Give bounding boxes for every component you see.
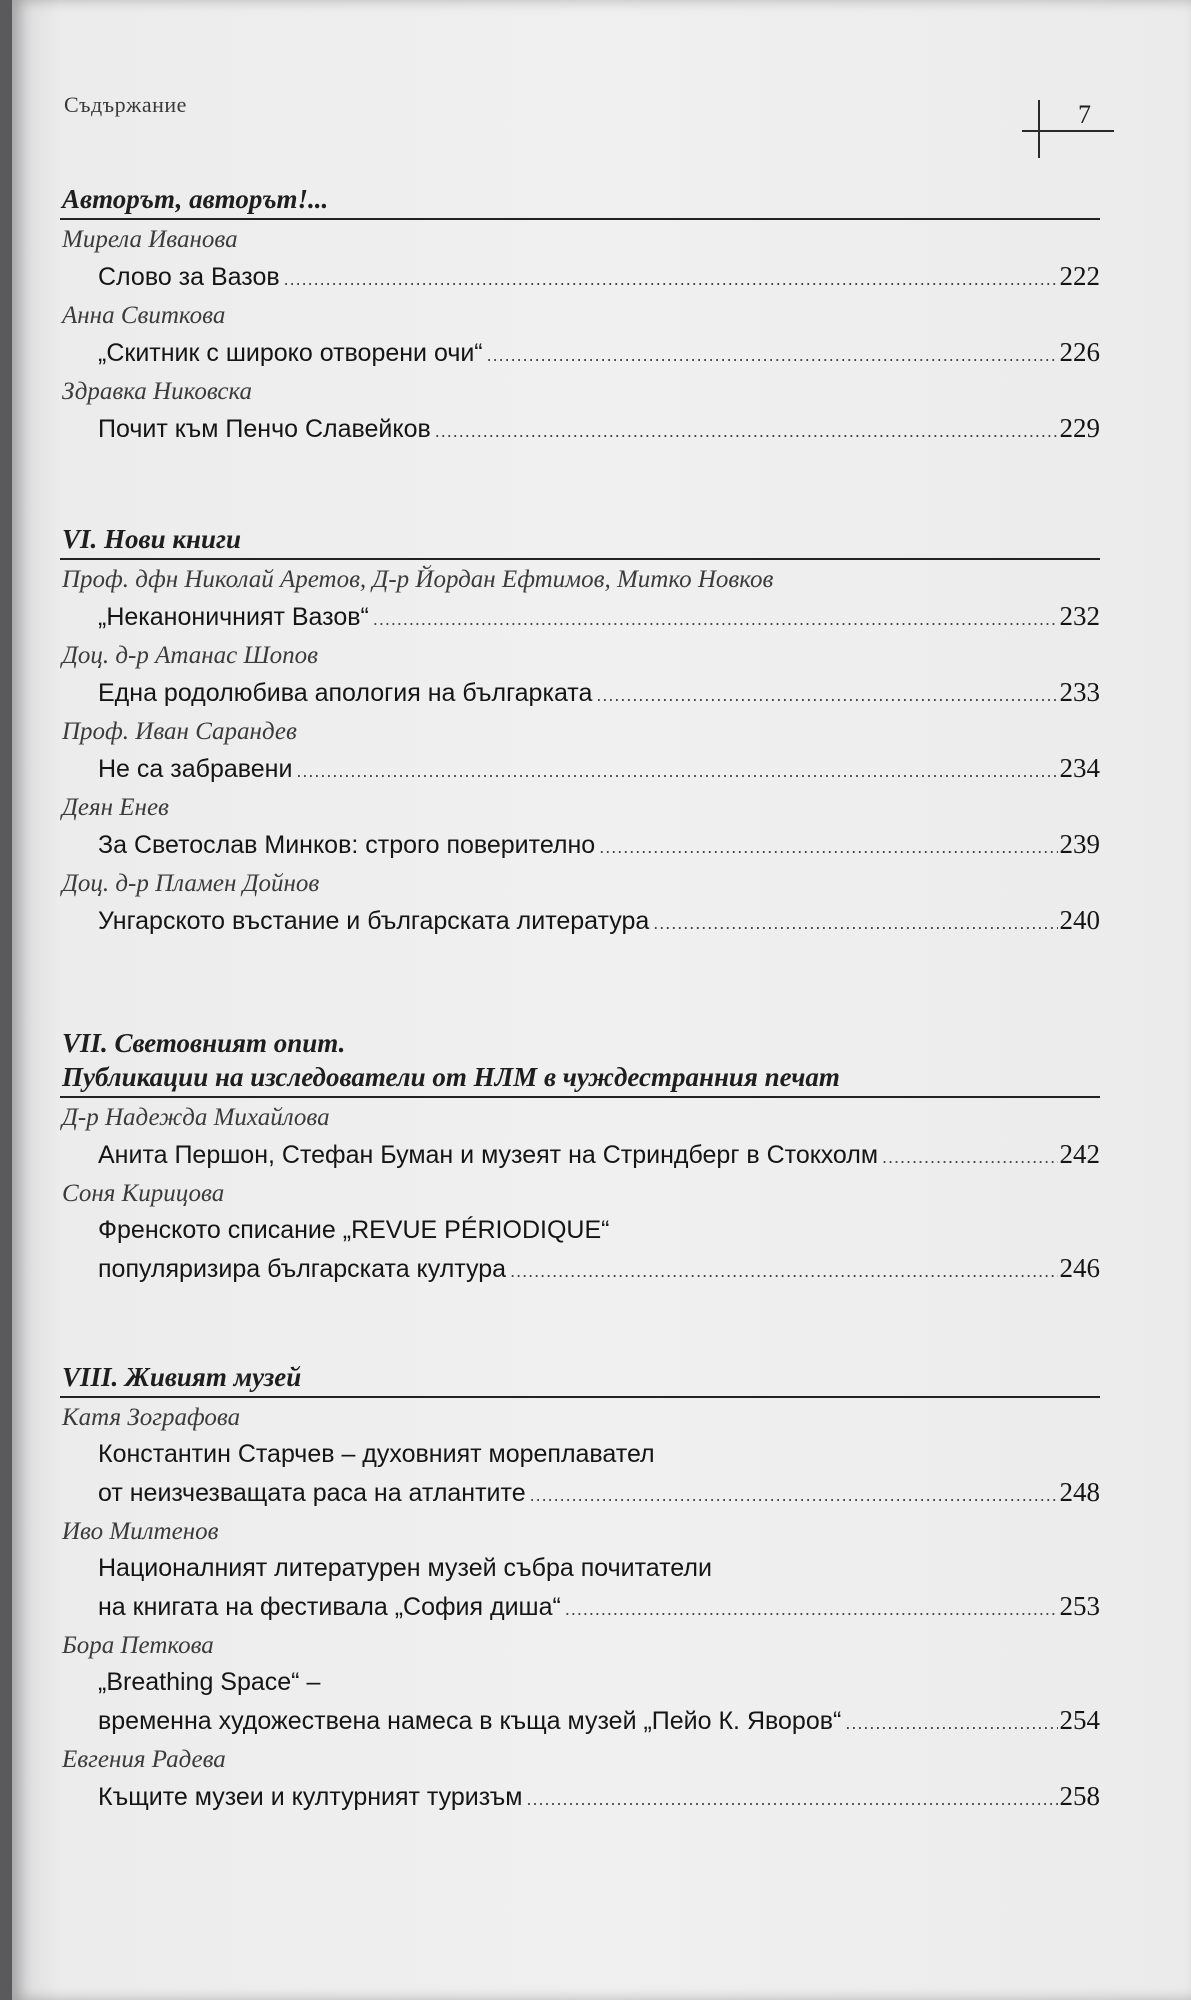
- entry-author: Доц. д-р Пламен Дойнов: [62, 870, 320, 897]
- dot-leader: [565, 1590, 1058, 1628]
- entry-title: от неизчезващата раса на атлантите: [98, 1479, 526, 1507]
- toc-entry[interactable]: [60, 298, 1100, 374]
- entry-title-row: [60, 333, 1100, 374]
- entry-title-row: [60, 1587, 1100, 1628]
- dot-leader: [373, 600, 1058, 638]
- entry-page-number: 232: [1059, 601, 1100, 631]
- toc-entry[interactable]: [60, 866, 1100, 942]
- toc-section: [60, 1026, 1100, 1290]
- toc-entry[interactable]: [60, 714, 1100, 790]
- toc-entry[interactable]: [60, 638, 1100, 714]
- entry-author: Проф. дфн Николай Аретов, Д-р Йордан Ефтимов, Митко Новков: [62, 566, 774, 593]
- entry-author: Деян Енев: [62, 794, 169, 821]
- entry-title: Къщите музеи и културният туризъм: [98, 1783, 523, 1811]
- toc-section: [60, 1360, 1100, 1818]
- entry-title-line: Френското списание „REVUE PÉRIODIQUE“: [98, 1216, 610, 1244]
- entry-title-row: [60, 825, 1100, 866]
- entry-page-number: 248: [1059, 1477, 1100, 1507]
- entry-title: Почит към Пенчо Славейков: [98, 415, 431, 443]
- entry-title-row: [60, 673, 1100, 714]
- section-rule: [60, 1396, 1100, 1398]
- dot-leader: [284, 260, 1058, 298]
- entry-author: Катя Зографова: [62, 1404, 241, 1431]
- section-rule: [60, 218, 1100, 220]
- toc-entry[interactable]: [60, 790, 1100, 866]
- entry-title-row: [60, 749, 1100, 790]
- entry-title: Една родолюбива апология на българката: [98, 679, 593, 707]
- dot-leader: [845, 1704, 1057, 1742]
- dot-leader: [435, 412, 1058, 450]
- entry-page-number: 253: [1059, 1591, 1100, 1621]
- entry-author: Соня Кирицова: [62, 1180, 225, 1207]
- entry-title-row: [60, 409, 1100, 450]
- section-rule: [60, 1096, 1100, 1098]
- toc-entry[interactable]: [60, 1742, 1100, 1818]
- entry-title-row: [60, 1473, 1100, 1514]
- entry-page-number: 246: [1059, 1253, 1100, 1283]
- entry-page-number: 222: [1059, 261, 1100, 291]
- page-number-mark: [1022, 100, 1117, 160]
- toc-entry[interactable]: [60, 562, 1100, 638]
- section-title: VI. Нови книги: [62, 524, 242, 554]
- dot-leader: [530, 1476, 1058, 1514]
- dot-leader: [599, 828, 1057, 866]
- entry-title-row: [60, 1701, 1100, 1742]
- entry-page-number: 229: [1059, 413, 1100, 443]
- entry-page-number: 234: [1059, 753, 1100, 783]
- toc-entry[interactable]: [60, 222, 1100, 298]
- section-rule: [60, 558, 1100, 560]
- page-number-rule-vertical: [1038, 100, 1040, 158]
- dot-leader: [526, 1780, 1057, 1818]
- entry-page-number: 226: [1059, 337, 1100, 367]
- entry-title: Унгарското въстание и българската литература: [98, 907, 650, 935]
- toc-entry[interactable]: [60, 1514, 1100, 1628]
- entry-title-row: [60, 901, 1100, 942]
- entry-title: Анита Першон, Стефан Буман и музеят на Стриндберг в Стокхолм: [98, 1141, 879, 1169]
- entry-title-row: [60, 1249, 1100, 1290]
- entry-title: популяризира българската култура: [98, 1255, 507, 1283]
- running-header: Съдържание: [64, 92, 187, 117]
- entry-author: Мирела Иванова: [62, 226, 238, 253]
- entry-title: За Светослав Минков: строго поверително: [98, 831, 596, 859]
- entry-title: Не са забравени: [98, 755, 293, 783]
- entry-author: Доц. д-р Атанас Шопов: [62, 642, 318, 669]
- entry-page-number: 258: [1059, 1781, 1100, 1811]
- page-number-rule-horizontal: [1022, 130, 1114, 132]
- toc-entry[interactable]: [60, 1400, 1100, 1514]
- entry-title-row: [60, 1135, 1100, 1176]
- entry-title-line: Константин Старчев – духовният мореплавател: [98, 1440, 655, 1468]
- section-title: VII. Световният опит.: [62, 1028, 346, 1058]
- entry-page-number: 233: [1059, 677, 1100, 707]
- page-number: 7: [1078, 100, 1091, 129]
- entry-title-row: [60, 257, 1100, 298]
- entry-page-number: 240: [1059, 905, 1100, 935]
- entry-page-number: 242: [1059, 1139, 1100, 1169]
- dot-leader: [653, 904, 1057, 942]
- entry-title-row: [60, 1777, 1100, 1818]
- toc-section: [60, 522, 1100, 942]
- entry-author: Проф. Иван Сарандев: [62, 718, 297, 745]
- dot-leader: [296, 752, 1057, 790]
- toc-entry[interactable]: [60, 1176, 1100, 1290]
- entry-author: Д-р Надежда Михайлова: [62, 1104, 330, 1131]
- toc-entry[interactable]: [60, 374, 1100, 450]
- dot-leader: [487, 336, 1058, 374]
- toc-entry[interactable]: [60, 1628, 1100, 1742]
- dot-leader: [882, 1138, 1057, 1176]
- entry-title-row: [60, 597, 1100, 638]
- entry-author: Анна Свиткова: [62, 302, 226, 329]
- entry-page-number: 239: [1059, 829, 1100, 859]
- section-title: VIII. Живият музей: [62, 1362, 302, 1392]
- section-title: Публикации на изследователи от НЛМ в чуждестранния печат: [62, 1062, 840, 1092]
- entry-author: Евгения Радева: [62, 1746, 226, 1773]
- book-page: [12, 0, 1191, 2000]
- entry-title: временна художествена намеса в къща музей „Пейо К. Яворов“: [98, 1707, 842, 1735]
- dot-leader: [510, 1252, 1057, 1290]
- entry-title: „Неканоничният Вазов“: [98, 603, 369, 631]
- entry-title-line: Националният литературен музей събра почитатели: [98, 1554, 712, 1582]
- entry-title: на книгата на фестивала „София диша“: [98, 1593, 561, 1621]
- dot-leader: [596, 676, 1057, 714]
- entry-title-line: „Breathing Space“ –: [98, 1668, 321, 1696]
- section-title: Авторът, авторът!...: [62, 184, 329, 214]
- entry-page-number: 254: [1059, 1705, 1100, 1735]
- entry-title: Слово за Вазов: [98, 263, 280, 291]
- toc-section: [60, 182, 1100, 450]
- entry-author: Здравка Никовска: [62, 378, 253, 405]
- entry-author: Бора Петкова: [62, 1632, 214, 1659]
- toc-entry[interactable]: [60, 1100, 1100, 1176]
- entry-title: „Скитник с широко отворени очи“: [98, 339, 483, 367]
- entry-author: Иво Милтенов: [62, 1518, 219, 1545]
